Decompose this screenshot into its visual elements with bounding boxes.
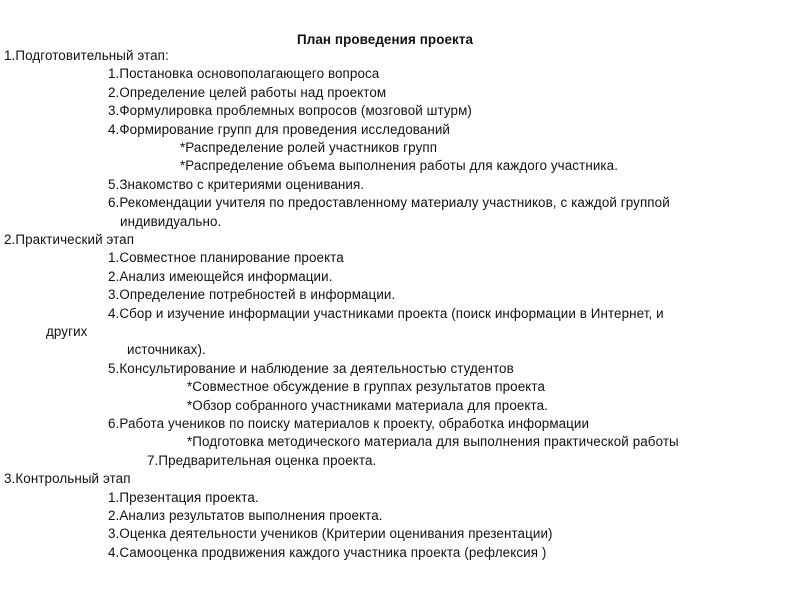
- stage-heading: 2.Практический этап: [4, 232, 135, 247]
- stage-heading: 3.Контрольный этап: [4, 471, 131, 486]
- list-item: 5.Консультирование и наблюдение за деятельностью студентов: [108, 361, 514, 376]
- list-item: 5.Знакомство с критериями оценивания.: [108, 177, 365, 192]
- sub-item: *Совместное обсуждение в группах результатов проекта: [187, 379, 545, 394]
- list-item: 2.Определение целей работы над проектом: [108, 85, 387, 100]
- list-item: 1.Презентация проекта.: [108, 490, 259, 505]
- sub-item: *Распределение объема выполнения работы для каждого участника.: [180, 158, 619, 173]
- stage-heading: 1.Подготовительный этап:: [4, 48, 169, 63]
- list-item: 1.Постановка основополагающего вопроса: [108, 66, 380, 81]
- sub-item: *Обзор собранного участниками материала для проекта.: [187, 398, 548, 413]
- sub-item: *Распределение ролей участников групп: [180, 140, 438, 155]
- list-item: 6.Рекомендации учителя по предоставленному материалу участников, с каждой группой: [108, 195, 670, 210]
- list-item-continuation: источниках).: [127, 342, 206, 357]
- list-item: 4.Самооценка продвижения каждого участника проекта (рефлексия ): [108, 545, 547, 560]
- list-item: 3.Формулировка проблемных вопросов (мозговой штурм): [108, 103, 472, 118]
- document-title: План проведения проекта: [297, 32, 474, 47]
- list-item: 2.Анализ имеющейся информации.: [108, 269, 333, 284]
- list-item-continuation: других: [46, 324, 88, 339]
- list-item: 4.Сбор и изучение информации участниками проекта (поиск информации в Интернет, и: [108, 306, 664, 321]
- list-item: 1.Совместное планирование проекта: [108, 250, 344, 265]
- list-item-continuation: индивидуально.: [120, 214, 222, 229]
- list-item: 7.Предварительная оценка проекта.: [147, 453, 377, 468]
- list-item: 2.Анализ результатов выполнения проекта.: [108, 508, 383, 523]
- list-item: 6.Работа учеников по поиску материалов к проекту, обработка информации: [108, 416, 590, 431]
- list-item: 3.Оценка деятельности учеников (Критерии оценивания презентации): [108, 526, 553, 541]
- list-item: 4.Формирование групп для проведения исследований: [108, 122, 451, 137]
- list-item: 3.Определение потребностей в информации.: [108, 287, 396, 302]
- sub-item: *Подготовка методического материала для выполнения практической работы: [187, 434, 679, 449]
